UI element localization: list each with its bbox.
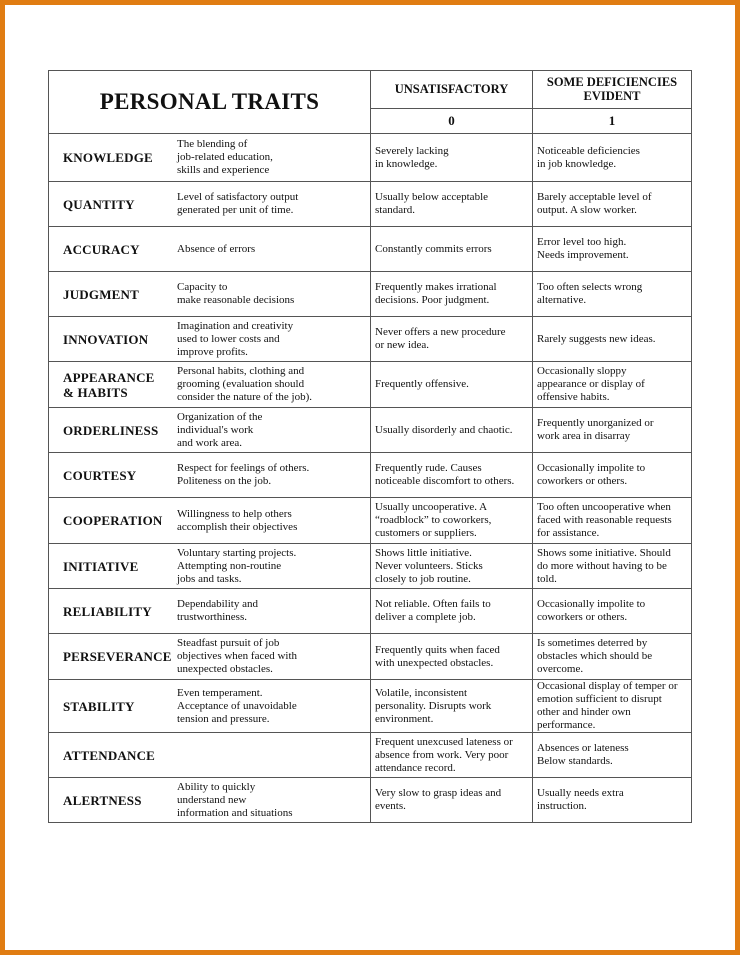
trait-name: JUDGMENT	[63, 286, 139, 302]
trait-cell	[49, 134, 371, 182]
trait-rows	[49, 134, 692, 823]
rating-deficiencies: Usually needs extra instruction.	[533, 778, 692, 823]
rating-deficiencies: Absences or lateness Below standards.	[533, 733, 692, 778]
rating-unsatisfactory: Severely lacking in knowledge.	[371, 134, 533, 182]
traits-table	[48, 70, 692, 823]
table-row	[49, 182, 692, 227]
trait-description: The blending of job-related education, skills and experience	[177, 138, 273, 176]
trait-name: INITIATIVE	[63, 558, 139, 574]
column-header-deficiencies: SOME DEFICIENCIES EVIDENT	[533, 71, 692, 109]
trait-description: Level of satisfactory output generated per unit of time.	[177, 191, 299, 216]
rating-unsatisfactory: Not reliable. Often fails to deliver a complete job.	[371, 589, 533, 634]
trait-cell	[49, 227, 371, 272]
trait-description: Organization of the individual's work and work area.	[177, 410, 263, 449]
trait-description: Steadfast pursuit of job objectives when faced with unexpected obstacles.	[177, 637, 298, 675]
trait-description: Ability to quickly understand new information and situations	[177, 780, 293, 819]
rating-unsatisfactory: Usually disorderly and chaotic.	[371, 408, 533, 453]
trait-cell	[49, 634, 371, 680]
rating-unsatisfactory: Constantly commits errors	[371, 227, 533, 272]
trait-description: Absence of errors	[177, 242, 256, 255]
trait-name: ACCURACY	[63, 241, 140, 257]
rating-deficiencies: Occasionally impolite to coworkers or others.	[533, 589, 692, 634]
trait-name: COOPERATION	[63, 513, 163, 528]
table-row	[49, 778, 692, 823]
rating-deficiencies: Rarely suggests new ideas.	[533, 317, 692, 362]
trait-cell	[49, 778, 371, 823]
column-header-unsatisfactory: UNSATISFACTORY	[371, 71, 533, 109]
table-row	[49, 134, 692, 182]
rating-unsatisfactory: Never offers a new procedure or new idea.	[371, 317, 533, 362]
rating-deficiencies: Barely acceptable level of output. A slow worker.	[533, 182, 692, 227]
trait-cell	[49, 408, 371, 453]
trait-name: PERSEVERANCE	[63, 649, 172, 664]
trait-name: RELIABILITY	[63, 603, 152, 619]
rating-deficiencies: Is sometimes deterred by obstacles which should be overcome.	[533, 634, 692, 680]
score-deficiencies: 1	[533, 108, 692, 133]
rating-deficiencies: Too often selects wrong alternative.	[533, 272, 692, 317]
trait-cell	[49, 272, 371, 317]
rating-unsatisfactory: Shows little initiative. Never volunteers. Sticks closely to job routine.	[371, 544, 533, 589]
trait-cell	[49, 182, 371, 227]
trait-cell	[49, 317, 371, 362]
table-row	[49, 733, 692, 778]
rating-unsatisfactory: Volatile, inconsistent personality. Disrupts work environment.	[371, 680, 533, 733]
trait-description: Imagination and creativity used to lower costs and improve profits.	[177, 319, 294, 358]
table-row	[49, 272, 692, 317]
trait-cell	[49, 544, 371, 589]
trait-cell	[49, 362, 371, 408]
table-row	[49, 589, 692, 634]
rating-deficiencies: Error level too high. Needs improvement.	[533, 227, 692, 272]
rating-unsatisfactory: Frequent unexcused lateness or absence from work. Very poor attendance record.	[371, 733, 533, 778]
trait-name: APPEARANCE & HABITS	[63, 369, 155, 400]
table-title: PERSONAL TRAITS	[49, 71, 371, 134]
rating-unsatisfactory: Frequently quits when faced with unexpected obstacles.	[371, 634, 533, 680]
trait-description: Respect for feelings of others. Politeness on the job.	[177, 462, 310, 487]
rating-deficiencies: Too often uncooperative when faced with reasonable requests for assistance.	[533, 498, 692, 544]
trait-name: STABILITY	[63, 698, 135, 714]
trait-name: ORDERLINESS	[63, 422, 159, 438]
rating-unsatisfactory: Usually uncooperative. A “roadblock” to coworkers, customers or suppliers.	[371, 498, 533, 544]
table-row	[49, 453, 692, 498]
table-row	[49, 227, 692, 272]
rating-deficiencies: Occasional display of temper or emotion sufficient to disrupt other and hinder own performance.	[533, 680, 692, 733]
trait-name: INNOVATION	[63, 331, 149, 347]
rating-deficiencies: Occasionally sloppy appearance or display of offensive habits.	[533, 362, 692, 408]
rating-deficiencies: Occasionally impolite to coworkers or others.	[533, 453, 692, 498]
trait-description: Even temperament. Acceptance of unavoidable tension and pressure.	[177, 686, 297, 725]
trait-cell	[49, 680, 371, 733]
trait-cell	[49, 498, 371, 544]
score-unsatisfactory: 0	[371, 108, 533, 133]
rating-deficiencies: Noticeable deficiencies in job knowledge.	[533, 134, 692, 182]
trait-cell	[49, 453, 371, 498]
table-row	[49, 408, 692, 453]
trait-name: ALERTNESS	[63, 792, 142, 808]
trait-description: Dependability and trustworthiness.	[177, 598, 258, 623]
table-row	[49, 544, 692, 589]
rating-unsatisfactory: Very slow to grasp ideas and events.	[371, 778, 533, 823]
rating-deficiencies: Frequently unorganized or work area in disarray	[533, 408, 692, 453]
table-row	[49, 634, 692, 680]
trait-description: Voluntary starting projects. Attempting non-routine jobs and tasks.	[177, 546, 297, 585]
table-row	[49, 680, 692, 733]
trait-cell	[49, 733, 371, 778]
trait-description: Capacity to make reasonable decisions	[177, 281, 295, 306]
personal-traits-form	[48, 70, 691, 821]
trait-name: QUANTITY	[63, 196, 135, 212]
rating-unsatisfactory: Frequently rude. Causes noticeable discomfort to others.	[371, 453, 533, 498]
table-row	[49, 317, 692, 362]
rating-unsatisfactory: Usually below acceptable standard.	[371, 182, 533, 227]
trait-description: Personal habits, clothing and grooming (evaluation should consider the nature of the job).	[177, 365, 313, 403]
trait-name: COURTESY	[63, 467, 137, 483]
table-row	[49, 498, 692, 544]
rating-unsatisfactory: Frequently makes irrational decisions. Poor judgment.	[371, 272, 533, 317]
rating-unsatisfactory: Frequently offensive.	[371, 362, 533, 408]
trait-cell	[49, 589, 371, 634]
trait-description: Willingness to help others accomplish their objectives	[177, 507, 298, 533]
trait-name: ATTENDANCE	[63, 747, 156, 763]
trait-name: KNOWLEDGE	[63, 150, 153, 165]
rating-deficiencies: Shows some initiative. Should do more without having to be told.	[533, 544, 692, 589]
table-row	[49, 362, 692, 408]
